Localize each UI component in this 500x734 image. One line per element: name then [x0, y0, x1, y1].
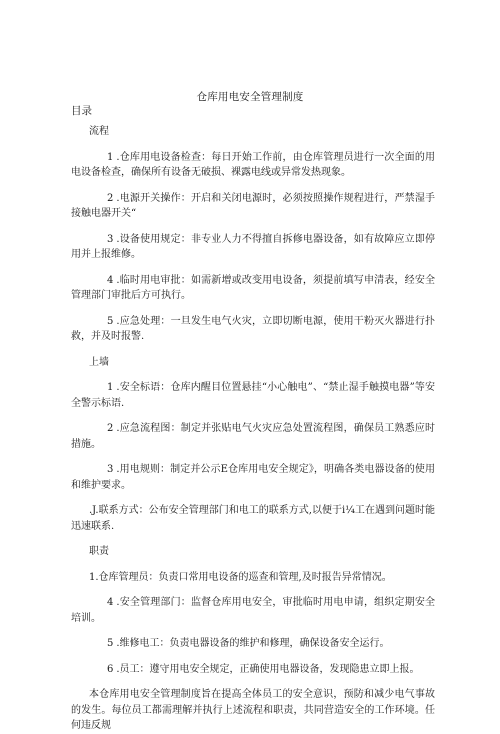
item-text: .应急流程图：制定并张贴电气火灾应急处置流程图，确保员工熟悉应时措施。 [71, 423, 435, 450]
item-number: 4 [107, 597, 114, 608]
wall-item-2 [71, 421, 435, 452]
process-item-4 [71, 273, 435, 304]
document-title: 仓库用电安全管理制度 [196, 91, 304, 103]
duties-item-3 [71, 636, 435, 652]
item-text: .临时用电审批：如需新增或改变用电设备，须提前填写申清表，经安全管理部门审批后方可执行。 [71, 274, 435, 301]
item-number: .J [89, 505, 96, 516]
item-number: 2 [107, 192, 114, 204]
item-text: .联系方式：公布安全管理部门和电工的联系方式,以便于i¼工在遇到问题时能迅速联系. [71, 505, 435, 532]
duties-item-1 [71, 570, 435, 586]
item-number: 1 [107, 382, 114, 393]
process-item-1 [71, 150, 435, 181]
section-heading-process: 流程 [89, 126, 109, 137]
process-item-2 [71, 191, 435, 222]
process-item-5 [71, 314, 435, 345]
closing-paragraph: 本仓库用电安全管理制度旨在提高全体员工的安全意识，预防和减少电气事故的发生。每位员工都需理解并执行上述流程和职责，共同营造安全的工作环境。任何违反规 [71, 689, 435, 731]
item-text: .安全管理部门：监督仓库用电安全，审批临时用电申请，组织定期安全培训。 [71, 597, 435, 624]
wall-item-1 [71, 380, 435, 411]
item-number: 3 [107, 233, 114, 245]
item-number: 4 [107, 274, 114, 286]
section-heading-wall: 上墙 [89, 356, 109, 368]
item-text: .仓库用电设备检查：每日开始工作前，由仓库管理员进行一次全面的用电设备检查，确保所有设备无破损、裸露电线或异常发热现象。 [71, 151, 435, 178]
item-text: 1.仓库管理员：负责口常用电设备的巡查和管理,及时报告异常情况。 [89, 571, 392, 583]
item-number: 5 [107, 638, 114, 649]
section-heading-duties: 职责 [89, 546, 109, 557]
item-number: 5 [107, 315, 114, 327]
item-number: 2 [107, 423, 114, 434]
item-text: .维修电工：负责电器设备的维护和修理，确保设备安全运行。 [116, 638, 390, 649]
wall-item-4 [71, 503, 435, 534]
duties-item-2 [71, 595, 435, 626]
process-item-3 [71, 232, 435, 263]
item-text: .应急处理：一旦发生电气火灾，立即切断电源，使用干粉灭火器进行扑救，并及时报警. [71, 315, 435, 342]
item-text: .电源开关操作：开启和关闭电源时，必须按照操作规程进行，严禁湿手接触电器开关“ [71, 192, 435, 219]
item-number: 6 [107, 663, 114, 675]
document-body [71, 124, 435, 734]
duties-item-4 [71, 662, 435, 678]
wall-item-3 [71, 462, 435, 493]
toc-label: 目录 [71, 105, 92, 117]
item-text: .设备使用规定：非专业人力不得擅自拆修电器设备，如有故障应立即停用并上报维修。 [71, 233, 435, 260]
item-number: 1 [107, 151, 114, 163]
item-text: .员工：遵守用电安全规定，正确使用电器设备，发现隐患立即上报。 [116, 663, 420, 675]
item-text: .安全标语：仓库内醒目位置悬挂“小心触电”、“禁止湿手触摸电器”等安全警示标语. [71, 382, 435, 409]
item-text: .用电规则：制定并公示E仓库用电安全规定》，明确各类电器设备的使用和维护要求。 [71, 464, 435, 491]
item-number: 3 [107, 464, 114, 475]
